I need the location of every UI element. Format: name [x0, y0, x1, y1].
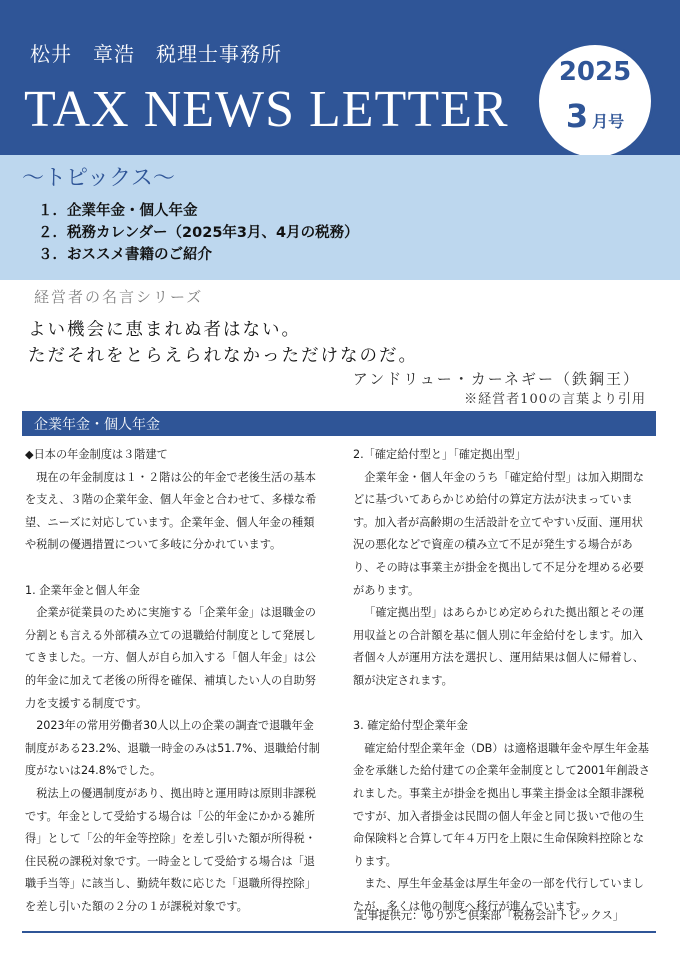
topics-heading: 〜トピックス〜 [22, 166, 175, 191]
topic-item: １．企業年金・個人年金 [38, 203, 198, 219]
issue-badge [536, 42, 654, 160]
section-header [22, 411, 656, 436]
topic-item: ３．おススメ書籍のご紹介 [38, 247, 212, 263]
newsletter-title: TAX NEWS LETTER [24, 81, 509, 138]
article-subheading: 3. 確定給付型企業年金 [353, 719, 468, 733]
article-paragraph: 企業が従業員のために実施する「企業年金」は退職金の分割とも言える外部積み立ての退職給付制度として発展してきました。一方、個人が自ら加入する「個人年金」は公的年金に加えて老後の所得を確保、補填したい人の自助努力を支援する制度です。 [25, 606, 316, 710]
quote-author: アンドリュー・カーネギー（鉄鋼王） [352, 370, 640, 388]
quote-line: よい機会に恵まれぬ者はない。 [28, 320, 301, 340]
quote-series-label: 経営者の名言シリーズ [34, 288, 204, 306]
issue-month-unit: 月号 [592, 112, 625, 131]
office-name: 松井 章浩 税理士事務所 [30, 42, 282, 66]
article-credit: 記事提供元：ゆりかご倶楽部「税務会計トピックス」 [356, 909, 624, 922]
article-paragraph: 確定給付型企業年金（DB）は適格退職年金や厚生年金基金を承継した給付建ての企業年金制度として2001年創設されました。事業主が掛金を拠出し事業主掛金は全額非課税ですが、加入者掛金は民間の個人年金と同じ扱いで他の生命保険料と合算して年４万円を上限に生命保険料控除となります。 [353, 741, 650, 868]
article-right-column [353, 444, 653, 918]
topics-box [0, 155, 680, 280]
article-subheading: ◆日本の年金制度は３階建て [25, 448, 168, 461]
article-paragraph: 現在の年金制度は１・２階は公的年金で老後生活の基本を支え、３階の企業年金、個人年金と合わせて、多様な希望、ニーズに対応しています。企業年金、個人年金の種類や税制の優遇措置について多岐に分かれています。 [25, 470, 317, 552]
article-paragraph: 「確定拠出型」はあらかじめ定められた拠出額とその運用収益との合計額を基に個人別に年金給付をします。加入者個々人が運用方法を選択し、運用結果は個人に帰着し、額が決定されます。 [353, 606, 644, 687]
article-paragraph: 税法上の優遇制度があり、拠出時と運用時は原則非課税です。年金として受給する場合は「公的年金にかかる雑所得」として「公的年金等控除」を差し引いた額が所得税・住民税の課税対象です。一時金として受給する場合は「退職手当等」に該当し、勤続年数に応じた「退職所得控除」を差し引いた額の２分の１が課税対象です。 [25, 786, 316, 913]
article-paragraph: 企業年金・個人年金のうち「確定給付型」は加入期間などに基づいてあらかじめ給付の算定方法が決まっています。加入者が高齢期の生活設計を立てやすい反面、運用状況の悪化などで資産の積み立て不足が発生する場合があり、その時は事業主が掛金を拠出して不足分を埋める必要があります。 [353, 470, 644, 597]
quote-source: ※経営者100の言葉より引用 [464, 392, 646, 407]
section-title: 企業年金・個人年金 [34, 417, 160, 433]
issue-month-number: 3 [565, 97, 589, 135]
quote-line: ただそれをとらえられなかっただけなのだ。 [28, 346, 418, 366]
article-paragraph: 2023年の常用労働者30人以上の企業の調査で退職年金制度がある23.2%、退職一時金のみは51.7%、退職給付制度がないは24.8%でした。 [25, 719, 320, 778]
topic-item: ２．税務カレンダー（2025年3月、4月の税務） [38, 225, 359, 241]
issue-year: 2025 [558, 57, 632, 87]
issue-month [539, 97, 651, 135]
article-paragraph: また、厚生年金基金は厚生年金の一部を代行していましたが、多くは他の制度へ移行が進んでいます。 [353, 877, 644, 913]
article-left-column [25, 444, 325, 918]
article-subheading: 1. 企業年金と個人年金 [25, 583, 140, 597]
bottom-divider [22, 931, 656, 933]
article-subheading: 2.「確定給付型と」「確定拠出型」 [353, 448, 526, 461]
